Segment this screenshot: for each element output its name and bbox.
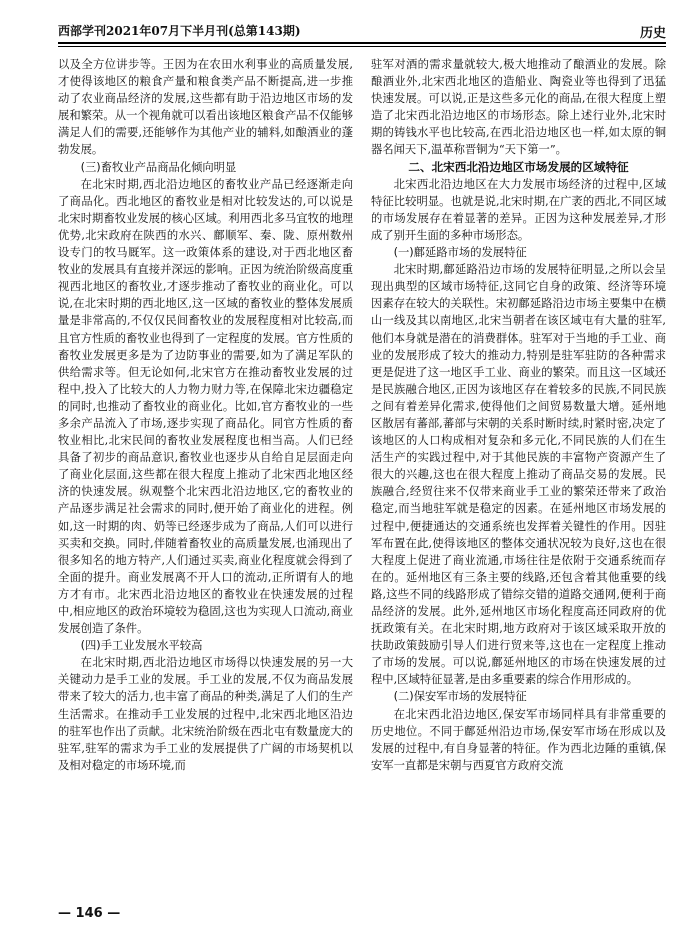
- section-heading: 二、北宋西北沿边地区市场发展的区域特征: [408, 159, 629, 174]
- paragraph: 在北宋时期,西北沿边地区市场得以快速发展的另一大关键动力是手工业的发展。手工业的发展,不仅为商品发展带来了较大的活力,也丰富了商品的种类,满足了人们的生产生活需求。在推动手工业发展的过程中,北宋西北地区沿边的驻军也作出了贡献。北宋统治阶级在西北屯有数量庞大的驻军,驻军的需求为手工业的发展提供了广阔的市场契机以及相对稳定的市场环境,而: [58, 656, 353, 772]
- paragraph: 在北宋时期,西北沿边地区的畜牧业产品已经逐渐走向了商品化。西北地区的畜牧业是相对比较发达的,可以说是北宋时期畜牧业发展的核心区域。利用西北多马宜牧的地理优势,北宋政府在陕西的水兴、鄜顺军、秦、陇、原州数州设专门的牧马厩军。这一政策体系的建设,对于西北地区畜牧业的发展具有直接并深远的影响。正因为统治阶级高度重视西北地区的畜牧业,才逐步推动了畜牧业的商业化。可以说,在北宋时期的西北地区,这一区域的畜牧业的整体发展质量是非常高的,不仅仅民间畜牧业的发展程度相对比较高,而且官方性质的畜牧业也得到了一定程度的发展。官方性质的畜牧业发展更多是为了边防事业的需要,如为了满足军队的供给需求等。但无论如何,北宋官方在推动畜牧业发展的过程中,投入了比较大的人力物力财力等,在保障北宋边疆稳定的同时,也推动了畜牧业的商业化。比如,官方畜牧业的一些多余产品流入了市场,逐步实现了商品化。同官方性质的畜牧业相比,北宋民间的畜牧业发展程度也相当高。人们已经具备了初步的商品意识,畜牧业也逐步从自给自足层面走向了商业化层面,这些都在很大程度上推动了北宋西北地区经济的快速发展。纵观整个北宋西北沿边地区,它的畜牧业的产品逐步满足社会需求的同时,便开始了商业化的进程。例如,这一时期的肉、奶等已经逐步成为了商品,人们可以进行买卖和交换。同时,伴随着畜牧业的高质量发展,也涌现出了很多知名的地方特产,人们通过买卖,商业化程度就会得到了全面的提升。商业发展离不开人口的流动,正所谓有人的地方才有市。北宋西北沿边地区的畜牧业在快速发展的过程中,相应地区的政治环境较为稳固,这也为实现人口流动,商业发展创造了条件。: [58, 177, 353, 636]
- subsection-heading: (一)鄜延路市场的发展特征: [393, 246, 527, 260]
- paragraph: 驻军对酒的需求量就较大,极大地推动了酿酒业的发展。除酿酒业外,北宋西北地区的造船业、陶瓷业等也得到了迅猛快速发展。可以说,正是这些多元化的商品,在很大程度上塑造了北宋西北沿边地区的市场形态。除上述行业外,北宋时期的铸钱水平也比较高,在西北沿边地区也一样,如太原的铜器名闻天下,温革称晋铜为“天下第一”。: [371, 58, 666, 157]
- paragraph: 在北宋西北沿边地区,保安军市场同样具有非常重要的历史地位。不同于鄜延州沿边市场,保安军市场在形成以及发展的过程中,有自身显著的特征。作为西北边陲的重镇,保安军一直都是宋朝与西夏官方政府交流: [371, 707, 666, 772]
- journal-title: 西部学刊2021年07月下半月刊(总第143期): [58, 24, 301, 38]
- left-column: [58, 56, 353, 774]
- subsection-heading: (二)保安军市场的发展特征: [393, 690, 527, 704]
- paragraph: 北宋时期,鄜延路沿边市场的发展特征明显,之所以会呈现出典型的区域市场特征,这同它自身的政策、经济等环境因素存在较大的关联性。宋初鄜延路沿边市场主要集中在横山一线及其以南地区,北宋当朝者在该区域屯有大量的驻军,他们本身就是潜在的消费群体。驻军对于当地的手工业、商业的发展形成了较大的推动力,特别是驻军驻防的各种需求更是促进了这一地区手工业、商业的繁荣。而且这一区域还是民族融合地区,正因为该地区存在着较多的民族,不同民族之间有着差异化需求,使得他们之间贸易数量大增。延州地区散居有蕃部,蕃部与宋朝的关系时断时续,时紧时密,决定了该地区的人口构成相对复杂和多元化,不同民族的人们在生活生产的实践过程中,对于其他民族的丰富物产资源产生了很大的兴趣,这也在很大程度上推动了商品交易的发展。民族融合,经贸往来不仅带来商业手工业的繁荣还带来了政治稳定,而当地驻军就是稳定的因素。在延州地区市场发展的过程中,便捷通达的交通系统也发挥着关键性的作用。因驻军布置在此,使得该地区的整体交通状况较为良好,这也在很大程度上促进了商业流通,市场往往是依附于交通系统而存在的。延州地区有三条主要的线路,还包含着其他重要的线路,这些不同的线路形成了错综交错的道路交通网,便利于商品经济的发展。此外,延州地区市场化程度高还同政府的优抚政策有关。在北宋时期,地方政府对于该区域采取开放的扶助政策鼓励引导人们进行贸来等,这也在一定程度上推动了市场的发展。可以说,鄜延州地区的市场在快速发展的过程中,区域特征显著,是由多重要素的综合作用形成的。: [371, 263, 666, 687]
- subsection-heading: (三)畜牧业产品商品化倾向明显: [80, 160, 237, 174]
- paragraph: 北宋西北沿边地区在大力发展市场经济的过程中,区域特征比较明显。也就是说,北宋时期,在广袤的西北,不同区域的市场发展存在着显著的差异。正因为这种发展差异,才形成了别开生面的多种市场形态。: [371, 177, 666, 242]
- subsection-heading: (四)手工业发展水平较高: [80, 639, 203, 653]
- page-number: — 146 —: [58, 906, 121, 921]
- header-rule-thin: [58, 46, 666, 47]
- section-label: 历史: [639, 26, 666, 41]
- running-header: [58, 20, 666, 42]
- header-rule-thick: [58, 42, 666, 44]
- paragraph: 以及全方位讲步等。王因为在农田水利事业的高质量发展,才使得该地区的粮食产量和粮食类产品不断提高,进一步推动了农业商品经济的发展,这些都有助于沿边地区市场的发展和繁荣。从一个视角就可以看出该地区粮食产品不仅能够满足人们的需要,还能够作为其他产业的辅料,如酿酒业的蓬勃发展。: [58, 58, 353, 157]
- right-column: [371, 56, 666, 774]
